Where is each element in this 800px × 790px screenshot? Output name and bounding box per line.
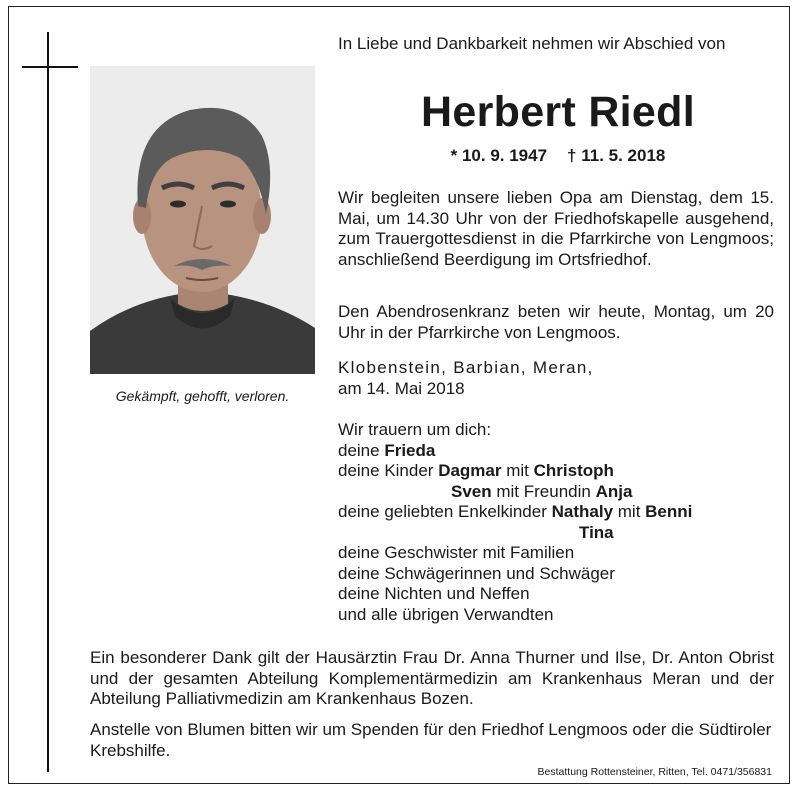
funeral-info-paragraph: Wir begleiten unsere lieben Opa am Dienstag, dem 15. Mai, um 14.30 Uhr von der Friedhofskapelle ausgehend, zum Trauergottesdienst in die Pfarrkirche von Lengmoos; anschließend Beerdigung im Ortsfriedhof.: [338, 188, 774, 269]
deceased-name: Herbert Riedl: [421, 88, 695, 136]
mourner-siblings: deine Geschwister mit Familien: [338, 543, 575, 562]
portrait-photo: [90, 66, 315, 374]
place-date: [338, 358, 638, 399]
mourner-grandchildren-2: Tina: [579, 522, 614, 542]
rosary-info-paragraph: Den Abendrosenkranz beten wir heute, Montag, um 20 Uhr in der Pfarrkirche von Lengmoos.: [338, 302, 774, 342]
undertaker-line: Bestattung Rottensteiner, Ritten, Tel. 0471/356831: [537, 766, 772, 778]
death-date: † 11. 5. 2018: [567, 146, 666, 165]
mourners-intro: Wir trauern um dich:: [338, 420, 492, 439]
cross-icon-bar: [22, 66, 78, 68]
mourner-nieces: deine Nichten und Neffen: [338, 584, 530, 603]
cross-icon: [47, 32, 49, 772]
photo-caption: Gekämpft, gehofft, verloren.: [115, 388, 290, 404]
place: Klobenstein, Barbian, Meran,: [338, 358, 594, 377]
date: am 14. Mai 2018: [338, 378, 465, 398]
mourner-children-2: Sven mit Freundin Anja: [451, 481, 633, 501]
thanks-paragraph: Ein besonderer Dank gilt der Hausärztin Frau Dr. Anna Thurner und Ilse, Dr. Anton Obrist und der gesamten Abteilung Komplementärmedizin am Krankenhaus Meran und der Abteilung Palliativmedizin am Krankenhaus Bozen.: [90, 648, 774, 708]
mourner-grandchildren: deine geliebten Enkelkinder Nathaly mit Benni: [338, 502, 693, 521]
mourners-list: [338, 420, 778, 625]
mourner-spouse: deine Frieda: [338, 440, 436, 460]
life-dates: [338, 146, 778, 167]
intro-line: In Liebe und Dankbarkeit nehmen wir Abschied von: [338, 34, 726, 53]
donation-paragraph: Anstelle von Blumen bitten wir um Spenden für den Friedhof Lengmoos oder die Südtiroler Krebshilfe.: [90, 720, 772, 760]
mourner-relatives: und alle übrigen Verwandten: [338, 604, 554, 624]
mourner-inlaws: deine Schwägerinnen und Schwäger: [338, 563, 615, 583]
mourner-children: deine Kinder Dagmar mit Christoph: [338, 461, 614, 480]
birth-date: * 10. 9. 1947: [450, 146, 548, 165]
